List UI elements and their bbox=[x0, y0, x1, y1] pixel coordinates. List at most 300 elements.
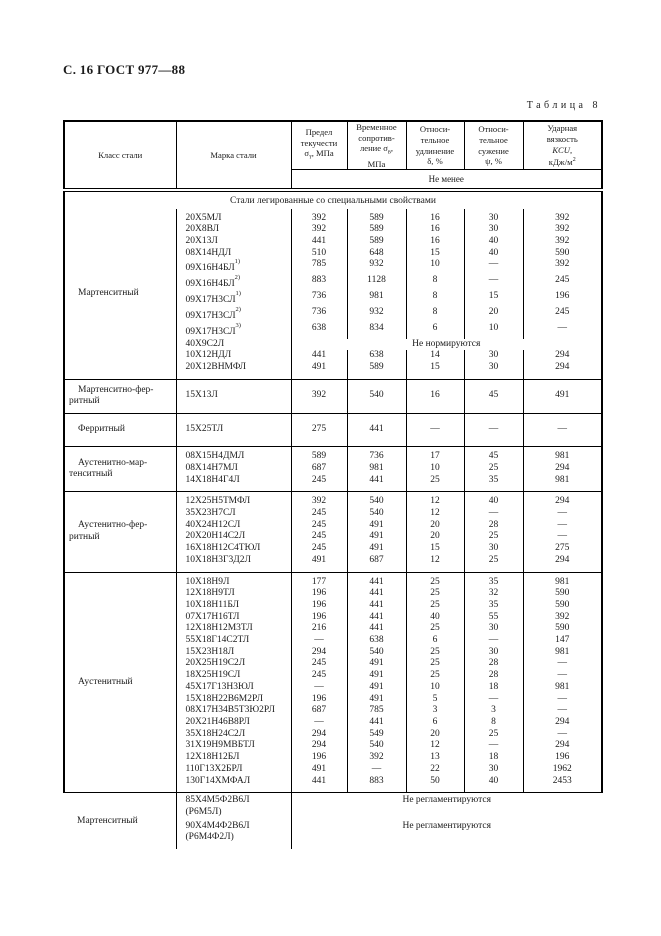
value-cell: 294 bbox=[523, 740, 602, 752]
value-cell: 883 bbox=[291, 275, 347, 291]
steel-mark-label: 12Х18Н9ТЛ bbox=[185, 588, 235, 599]
value-cell: — bbox=[464, 275, 523, 291]
value-cell: 981 bbox=[347, 291, 406, 307]
steel-mark-label: 14Х18Н4Г4Л bbox=[185, 474, 240, 485]
value-cell: 32 bbox=[464, 588, 523, 600]
steel-mark-label: 20Х12ВНМФЛ bbox=[185, 362, 247, 373]
value-cell: 245 bbox=[523, 275, 602, 291]
value-cell: 245 bbox=[523, 307, 602, 323]
value-cell: — bbox=[464, 259, 523, 275]
steel-mark-label: 40Х24Н12СЛ bbox=[185, 519, 241, 530]
steel-mark-label: 15Х23Н18Л bbox=[185, 646, 235, 657]
value-cell: — bbox=[464, 740, 523, 752]
steel-mark-cell bbox=[176, 555, 291, 572]
value-cell: 45 bbox=[464, 379, 523, 413]
steel-mark-cell bbox=[176, 729, 291, 741]
steel-mark-label: 09Х17Н3СЛ bbox=[185, 327, 236, 337]
value-cell: 932 bbox=[347, 307, 406, 323]
value-cell: 590 bbox=[523, 623, 602, 635]
value-cell: 30 bbox=[464, 224, 523, 236]
value-cell: 491 bbox=[347, 520, 406, 532]
value-cell: — bbox=[523, 508, 602, 520]
value-cell: 25 bbox=[464, 463, 523, 475]
value-cell: 491 bbox=[347, 543, 406, 555]
value-cell: 392 bbox=[291, 224, 347, 236]
value-cell: 441 bbox=[291, 350, 347, 362]
steel-mark-label: 20Х25Н19С2Л bbox=[185, 658, 246, 669]
value-cell: 392 bbox=[291, 209, 347, 225]
value-cell: 392 bbox=[347, 752, 406, 764]
steel-mark-cell bbox=[176, 475, 291, 492]
value-cell: 3 bbox=[406, 705, 464, 717]
value-cell: 28 bbox=[464, 658, 523, 670]
value-cell: 491 bbox=[347, 694, 406, 706]
value-cell: 6 bbox=[406, 717, 464, 729]
value-cell: 30 bbox=[464, 764, 523, 776]
table-row bbox=[64, 447, 602, 463]
value-cell: 883 bbox=[347, 776, 406, 793]
value-cell: 35 bbox=[464, 600, 523, 612]
value-cell: 441 bbox=[291, 236, 347, 248]
steel-class-group bbox=[64, 492, 602, 572]
value-cell: 15 bbox=[464, 291, 523, 307]
steel-mark-label: 45Х17Г13Н3ЮЛ bbox=[185, 681, 254, 692]
col-header-elongation: Относи- тельное удлинение δ, % bbox=[406, 121, 464, 170]
steel-mark-cell bbox=[176, 658, 291, 670]
value-cell: 1128 bbox=[347, 275, 406, 291]
steel-class-cell: Аустенитно-мар- тенситный bbox=[64, 447, 176, 492]
value-cell: 932 bbox=[347, 259, 406, 275]
value-cell: 196 bbox=[291, 600, 347, 612]
value-cell: 638 bbox=[291, 323, 347, 339]
span-note-cell: Не регламентируются bbox=[402, 820, 492, 831]
value-cell: 540 bbox=[347, 647, 406, 659]
steel-mark-cell bbox=[176, 793, 291, 819]
value-cell: — bbox=[523, 729, 602, 741]
value-cell: 540 bbox=[347, 508, 406, 520]
steel-mark-label: 15Х13Л bbox=[185, 389, 218, 400]
steel-class-group bbox=[64, 379, 602, 413]
value-cell: 648 bbox=[347, 248, 406, 260]
value-cell: 18 bbox=[464, 682, 523, 694]
value-cell: 245 bbox=[291, 531, 347, 543]
value-cell: 590 bbox=[523, 248, 602, 260]
value-cell: 491 bbox=[291, 362, 347, 379]
steel-mark-label: 07Х17Н16ТЛ bbox=[185, 611, 240, 622]
value-cell: 30 bbox=[464, 350, 523, 362]
value-cell: — bbox=[464, 694, 523, 706]
steel-mark-label: 55Х18Г14С2ТЛ bbox=[185, 635, 250, 646]
col-header-contraction: Относи- тельное сужение ψ, % bbox=[464, 121, 523, 170]
value-cell: 392 bbox=[523, 224, 602, 236]
span-note-cell: Не регламентируются bbox=[291, 793, 602, 819]
steel-class-group bbox=[64, 793, 602, 849]
steel-mark-cell bbox=[176, 694, 291, 706]
value-cell: 30 bbox=[464, 209, 523, 225]
value-cell: 196 bbox=[291, 588, 347, 600]
value-cell: 147 bbox=[523, 635, 602, 647]
value-cell: 491 bbox=[291, 555, 347, 572]
value-cell: — bbox=[523, 413, 602, 447]
steel-mark-label: 90Х4М4Ф2В6Л bbox=[185, 820, 250, 831]
value-cell: — bbox=[464, 635, 523, 647]
steel-mark-label: 08Х14Н7МЛ bbox=[185, 462, 238, 473]
value-cell: 589 bbox=[347, 224, 406, 236]
value-cell: 441 bbox=[291, 776, 347, 793]
steel-mark-cell bbox=[176, 647, 291, 659]
steel-mark-label: 40Х9С2Л bbox=[185, 338, 225, 349]
value-cell: — bbox=[523, 694, 602, 706]
steel-mark-label: 35Х18Н24С2Л bbox=[185, 728, 246, 739]
table-row bbox=[64, 492, 602, 508]
steel-mark-label: 10Х18Н9Л bbox=[185, 576, 230, 587]
steel-mark-label: 08Х14НДЛ bbox=[185, 247, 232, 258]
value-cell: 981 bbox=[523, 647, 602, 659]
steel-mark-cell bbox=[176, 236, 291, 248]
value-cell: 392 bbox=[523, 209, 602, 225]
table-row bbox=[64, 793, 602, 819]
value-cell: 589 bbox=[347, 362, 406, 379]
value-cell: 736 bbox=[291, 291, 347, 307]
col-header-steel-class: Класс стали bbox=[64, 121, 176, 190]
value-cell: 16 bbox=[406, 224, 464, 236]
steel-mark-label: 08Х15Н4ДМЛ bbox=[185, 451, 245, 462]
footnote-ref: 2) bbox=[234, 274, 241, 282]
value-cell: 540 bbox=[347, 740, 406, 752]
value-cell: 736 bbox=[291, 307, 347, 323]
steel-mark-cell bbox=[176, 682, 291, 694]
value-cell: 35 bbox=[464, 475, 523, 492]
value-cell: 10 bbox=[406, 682, 464, 694]
value-cell: 441 bbox=[347, 600, 406, 612]
value-cell: 30 bbox=[464, 647, 523, 659]
value-cell: 8 bbox=[406, 291, 464, 307]
steel-class-cell: Мартенситный bbox=[64, 209, 176, 380]
steel-mark-label: 15Х18Н22В6М2РЛ bbox=[185, 693, 264, 704]
value-cell: 441 bbox=[347, 612, 406, 624]
steel-mark-cell bbox=[176, 307, 291, 323]
value-cell: 834 bbox=[347, 323, 406, 339]
value-cell: 196 bbox=[291, 612, 347, 624]
value-cell: 10 bbox=[406, 463, 464, 475]
steel-mark-label: 10Х18Н3Г3Д2Л bbox=[185, 554, 251, 565]
value-cell: 981 bbox=[523, 682, 602, 694]
steel-mark-label: 10Х12НДЛ bbox=[185, 350, 232, 361]
steel-mark-cell bbox=[176, 600, 291, 612]
value-cell: 441 bbox=[347, 475, 406, 492]
value-cell: 687 bbox=[347, 555, 406, 572]
steel-mark-label: 110Г13Х2БРЛ bbox=[185, 763, 243, 774]
steel-mark-label: 16Х18Н12С4ТЮЛ bbox=[185, 543, 261, 554]
steel-mark-label: 12Х18Н12М3ТЛ bbox=[185, 623, 253, 634]
steel-mark-label: 85Х4М5Ф2В6Л bbox=[185, 795, 250, 806]
value-cell: 12 bbox=[406, 555, 464, 572]
steel-mark-label: 18Х25Н19СЛ bbox=[185, 670, 241, 681]
value-cell: 25 bbox=[406, 670, 464, 682]
value-cell: 540 bbox=[347, 492, 406, 508]
value-cell: 25 bbox=[406, 658, 464, 670]
steel-class-group bbox=[64, 413, 602, 447]
steel-mark-alias: (Р6М4Ф2Л) bbox=[185, 832, 234, 843]
steel-mark-cell bbox=[176, 362, 291, 379]
value-cell: 50 bbox=[406, 776, 464, 793]
steel-mark-label: 08Х17Н34В5Т3Ю2РЛ bbox=[185, 705, 275, 716]
steel-mark-cell bbox=[176, 776, 291, 793]
value-cell: 196 bbox=[523, 291, 602, 307]
value-cell: 15 bbox=[406, 362, 464, 379]
steel-properties-table bbox=[63, 120, 603, 849]
value-cell: 8 bbox=[406, 275, 464, 291]
value-cell: 392 bbox=[523, 612, 602, 624]
value-cell: 245 bbox=[291, 543, 347, 555]
value-cell: 18 bbox=[464, 752, 523, 764]
value-cell: 20 bbox=[406, 520, 464, 532]
value-cell: 441 bbox=[347, 572, 406, 588]
value-cell: 981 bbox=[523, 447, 602, 463]
value-cell: 8 bbox=[464, 717, 523, 729]
value-cell: — bbox=[291, 682, 347, 694]
steel-mark-cell bbox=[176, 248, 291, 260]
steel-class-group bbox=[64, 447, 602, 492]
steel-mark-label: 20Х21Н46В8РЛ bbox=[185, 716, 250, 727]
value-cell: 245 bbox=[291, 508, 347, 520]
value-cell: 14 bbox=[406, 350, 464, 362]
value-cell: 25 bbox=[464, 555, 523, 572]
steel-mark-cell bbox=[176, 588, 291, 600]
value-cell: 15 bbox=[406, 543, 464, 555]
steel-mark-cell bbox=[176, 209, 291, 225]
value-cell: 294 bbox=[523, 555, 602, 572]
value-cell: 196 bbox=[523, 752, 602, 764]
value-cell: — bbox=[523, 520, 602, 532]
value-cell: — bbox=[523, 705, 602, 717]
steel-mark-label: 35Х23Н7СЛ bbox=[185, 508, 236, 519]
value-cell: 16 bbox=[406, 236, 464, 248]
value-cell: 28 bbox=[464, 520, 523, 532]
steel-mark-cell bbox=[176, 520, 291, 532]
value-cell: 687 bbox=[291, 705, 347, 717]
value-cell: 177 bbox=[291, 572, 347, 588]
value-cell: 491 bbox=[347, 682, 406, 694]
steel-class-group bbox=[64, 209, 602, 380]
value-cell: 540 bbox=[347, 379, 406, 413]
span-note-cell: Не нормируются bbox=[291, 339, 602, 351]
value-cell: 40 bbox=[464, 776, 523, 793]
value-cell: 1962 bbox=[523, 764, 602, 776]
value-cell: 687 bbox=[291, 463, 347, 475]
steel-class-cell: Аустенитный bbox=[64, 572, 176, 793]
value-cell: 40 bbox=[464, 248, 523, 260]
steel-mark-label: 12Х25Н5ТМФЛ bbox=[185, 496, 251, 507]
value-cell: 6 bbox=[406, 323, 464, 339]
steel-mark-cell bbox=[176, 413, 291, 447]
value-cell: 10 bbox=[464, 323, 523, 339]
table-row bbox=[64, 379, 602, 413]
not-less-subheader: Не менее bbox=[291, 170, 602, 190]
steel-mark-label: 10Х18Н11БЛ bbox=[185, 599, 240, 610]
steel-mark-label: 31Х19Н9МВБТЛ bbox=[185, 740, 255, 751]
col-header-impact-toughness: Ударная вязкость KCU, кДж/$м^2$ bbox=[523, 121, 602, 170]
value-cell: — bbox=[523, 531, 602, 543]
steel-mark-cell bbox=[176, 508, 291, 520]
value-cell: 441 bbox=[347, 413, 406, 447]
value-cell: 491 bbox=[347, 658, 406, 670]
value-cell: — bbox=[523, 658, 602, 670]
value-cell: 245 bbox=[291, 475, 347, 492]
value-cell: 441 bbox=[347, 623, 406, 635]
value-cell: 3 bbox=[464, 705, 523, 717]
value-cell: 25 bbox=[464, 531, 523, 543]
steel-mark-label: 15Х25ТЛ bbox=[185, 423, 224, 434]
value-cell: 785 bbox=[291, 259, 347, 275]
value-cell: 55 bbox=[464, 612, 523, 624]
value-cell: — bbox=[347, 764, 406, 776]
value-cell: 45 bbox=[464, 447, 523, 463]
value-cell: 15 bbox=[406, 248, 464, 260]
section-title: Стали легированные со специальными свойствами bbox=[64, 190, 602, 209]
value-cell: 245 bbox=[291, 670, 347, 682]
steel-mark-cell bbox=[176, 612, 291, 624]
steel-mark-label: 09Х16Н4БЛ bbox=[185, 263, 235, 274]
value-cell: 8 bbox=[406, 307, 464, 323]
value-cell: 30 bbox=[464, 362, 523, 379]
value-cell: 12 bbox=[406, 508, 464, 520]
value-cell: 275 bbox=[523, 543, 602, 555]
value-cell: 40 bbox=[464, 492, 523, 508]
steel-mark-label: 09Х17Н3СЛ bbox=[185, 295, 236, 306]
value-cell: — bbox=[464, 413, 523, 447]
value-cell: 28 bbox=[464, 670, 523, 682]
footnote-ref: 2) bbox=[235, 305, 241, 313]
steel-mark-cell bbox=[176, 447, 291, 463]
value-cell: 20 bbox=[406, 531, 464, 543]
steel-mark-cell bbox=[176, 275, 291, 291]
steel-mark-label: 09Х16Н4БЛ bbox=[185, 279, 235, 290]
steel-mark-label: 20Х5МЛ bbox=[185, 212, 222, 223]
value-cell: 25 bbox=[406, 647, 464, 659]
value-cell: 10 bbox=[406, 259, 464, 275]
steel-mark-cell bbox=[176, 291, 291, 307]
value-cell: 12 bbox=[406, 492, 464, 508]
value-cell: 17 bbox=[406, 447, 464, 463]
steel-mark-cell bbox=[176, 259, 291, 275]
footnote-ref: 3) bbox=[235, 321, 241, 329]
value-cell: 40 bbox=[464, 236, 523, 248]
value-cell: 294 bbox=[523, 362, 602, 379]
value-cell: 20 bbox=[464, 307, 523, 323]
value-cell: 16 bbox=[406, 209, 464, 225]
value-cell: 590 bbox=[523, 588, 602, 600]
value-cell: — bbox=[291, 717, 347, 729]
steel-mark-cell bbox=[176, 819, 291, 849]
value-cell: 294 bbox=[291, 647, 347, 659]
steel-mark-cell bbox=[176, 752, 291, 764]
value-cell: 245 bbox=[291, 658, 347, 670]
section-title-row bbox=[64, 190, 602, 209]
value-cell: 510 bbox=[291, 248, 347, 260]
steel-mark-label: 12Х18Н12БЛ bbox=[185, 752, 240, 763]
value-cell: 392 bbox=[523, 259, 602, 275]
table-row bbox=[64, 413, 602, 447]
table-row bbox=[64, 209, 602, 225]
value-cell: — bbox=[523, 323, 602, 339]
steel-mark-cell bbox=[176, 463, 291, 475]
footnote-ref: 1) bbox=[234, 258, 241, 266]
value-cell: 589 bbox=[347, 209, 406, 225]
steel-mark-cell bbox=[176, 224, 291, 236]
value-cell: 441 bbox=[347, 717, 406, 729]
value-cell: 491 bbox=[347, 670, 406, 682]
value-cell: 294 bbox=[523, 350, 602, 362]
value-cell: 981 bbox=[347, 463, 406, 475]
steel-class-group bbox=[64, 572, 602, 793]
value-cell: 785 bbox=[347, 705, 406, 717]
value-cell: 441 bbox=[347, 588, 406, 600]
steel-mark-cell bbox=[176, 339, 291, 351]
value-cell: 25 bbox=[406, 588, 464, 600]
value-cell: — bbox=[523, 670, 602, 682]
steel-mark-cell bbox=[176, 717, 291, 729]
steel-mark-cell bbox=[176, 531, 291, 543]
steel-mark-cell bbox=[176, 623, 291, 635]
value-cell: 638 bbox=[347, 350, 406, 362]
value-cell: 40 bbox=[406, 612, 464, 624]
value-cell: 35 bbox=[464, 572, 523, 588]
value-cell: 6 bbox=[406, 635, 464, 647]
value-cell: 589 bbox=[291, 447, 347, 463]
steel-mark-alias: (Р6М5Л) bbox=[185, 806, 222, 817]
col-header-tensile-strength: Временное сопротив- ление $\sigma_в$, МПа bbox=[347, 121, 406, 170]
steel-mark-cell bbox=[176, 543, 291, 555]
value-cell: 638 bbox=[347, 635, 406, 647]
steel-mark-cell bbox=[176, 572, 291, 588]
steel-mark-cell bbox=[176, 635, 291, 647]
steel-mark-cell bbox=[176, 740, 291, 752]
steel-mark-label: 09Х17Н3СЛ bbox=[185, 311, 236, 322]
value-cell: 981 bbox=[523, 572, 602, 588]
value-cell: 196 bbox=[291, 694, 347, 706]
value-cell: 294 bbox=[291, 740, 347, 752]
steel-mark-cell bbox=[176, 350, 291, 362]
value-cell: 392 bbox=[291, 492, 347, 508]
page-header: С. 16 ГОСТ 977—88 bbox=[63, 62, 186, 77]
col-header-steel-mark: Марка стали bbox=[176, 121, 291, 190]
value-cell: 5 bbox=[406, 694, 464, 706]
value-cell: 275 bbox=[291, 413, 347, 447]
value-cell: 2453 bbox=[523, 776, 602, 793]
steel-class-cell: Мартенситный bbox=[64, 793, 176, 849]
value-cell: 981 bbox=[523, 475, 602, 492]
value-cell: 196 bbox=[291, 752, 347, 764]
value-cell: 294 bbox=[523, 492, 602, 508]
value-cell: 30 bbox=[464, 623, 523, 635]
value-cell: 25 bbox=[464, 729, 523, 741]
value-cell: 25 bbox=[406, 475, 464, 492]
value-cell: 491 bbox=[523, 379, 602, 413]
value-cell: 736 bbox=[347, 447, 406, 463]
value-cell: 294 bbox=[523, 463, 602, 475]
value-cell: 22 bbox=[406, 764, 464, 776]
steel-mark-cell bbox=[176, 764, 291, 776]
steel-mark-cell bbox=[176, 670, 291, 682]
value-cell: 25 bbox=[406, 623, 464, 635]
steel-mark-cell bbox=[176, 379, 291, 413]
table-caption: Таблица 8 bbox=[526, 100, 601, 111]
footnote-ref: 1) bbox=[235, 290, 241, 298]
steel-mark-label: 20Х8ВЛ bbox=[185, 224, 220, 235]
steel-mark-cell bbox=[176, 323, 291, 339]
value-cell: 20 bbox=[406, 729, 464, 741]
